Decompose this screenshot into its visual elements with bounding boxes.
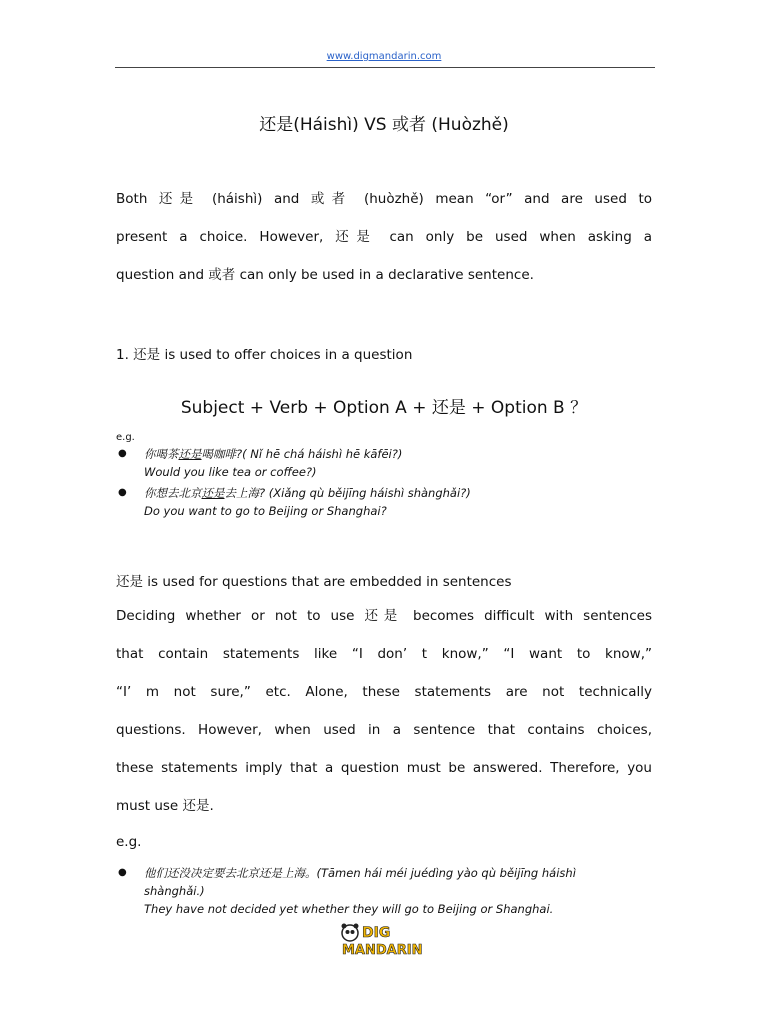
section2-heading: 还是 is used for questions that are embedded in sentences: [116, 574, 512, 590]
section2-line: these statements imply that a question must be answered. Therefore, you: [116, 760, 652, 776]
section1-heading: 1. 还是 is used to offer choices in a question: [116, 347, 413, 363]
section2-line: questions. However, when used in a sentence that contains choices,: [116, 722, 652, 738]
example-chinese-cont: shànghǎi.): [144, 884, 205, 898]
example-chinese: 你喝茶还是喝咖啡?( Nǐ hē chá háishì hē kāfēi?): [144, 447, 403, 461]
section2-paragraph: [116, 597, 652, 825]
svg-text:DIG: DIG: [362, 925, 391, 941]
header-divider: [115, 67, 655, 68]
bullet-icon: ●: [118, 487, 127, 498]
site-link[interactable]: www.digmandarin.com: [326, 51, 442, 62]
intro-line: Both 还是 (háishì) and 或者 (huòzhě) mean “or” and are used to: [116, 191, 652, 207]
eg-label: e.g.: [116, 432, 135, 443]
grammar-formula: Subject + Verb + Option A + 还是 + Option B ？: [180, 398, 588, 418]
intro-paragraph: [116, 180, 652, 294]
svg-text:MANDARIN: MANDARIN: [342, 943, 423, 958]
eg-label: e.g.: [116, 834, 142, 850]
page-title: 还是(Háishì) VS 或者 (Huòzhě): [259, 115, 509, 135]
example-chinese: 你想去北京还是去上海? (Xiǎng qù běijīng háishì shànghǎi?): [144, 486, 471, 500]
example-1: [144, 445, 656, 481]
example-english: Do you want to go to Beijing or Shanghai?: [144, 504, 387, 518]
example-english: Would you like tea or coffee?): [144, 465, 317, 479]
example-chinese: 他们还没决定要去北京还是上海。(Tāmen hái méi juédìng yào qù běijīng háishì: [144, 866, 576, 880]
intro-line: question and 或者 can only be used in a declarative sentence.: [116, 267, 534, 283]
highlight-haishi: 还是: [201, 486, 225, 500]
bullet-icon: ●: [118, 448, 127, 459]
intro-line: present a choice. However, 还是 can only be used when asking a: [116, 229, 652, 245]
section2-line: Deciding whether or not to use 还是 becomes difficult with sentences: [116, 608, 652, 624]
section2-line: that contain statements like “I don’ t know,” “I want to know,”: [116, 646, 652, 662]
section2-line: must use 还是.: [116, 798, 214, 814]
dig-mandarin-logo: [340, 922, 432, 958]
bullet-icon: ●: [118, 867, 127, 878]
section2-line: “I’ m not sure,” etc. Alone, these statements are not technically: [116, 684, 652, 700]
example-english: They have not decided yet whether they will go to Beijing or Shanghai.: [144, 902, 554, 916]
example-3: [144, 864, 656, 918]
highlight-haishi: 还是: [178, 447, 202, 461]
example-2: [144, 484, 656, 520]
